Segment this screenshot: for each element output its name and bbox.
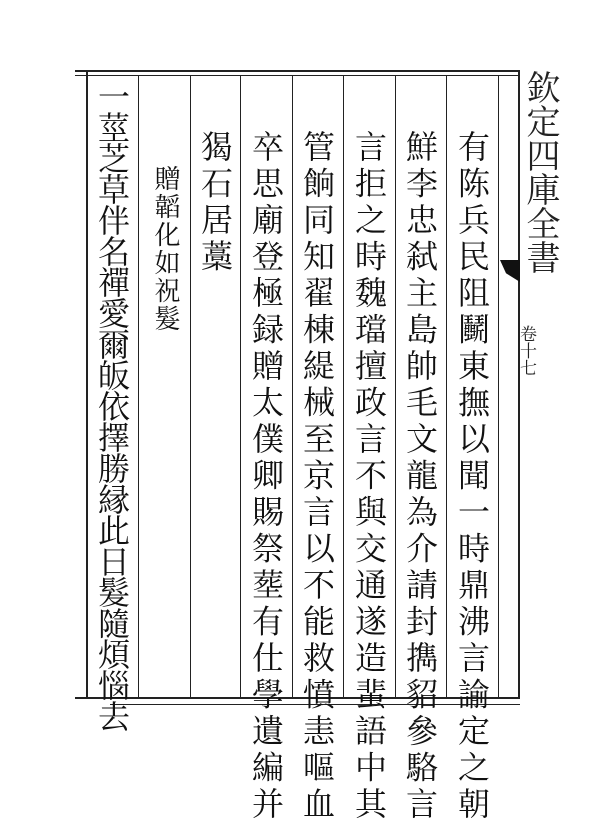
column-rule-8 <box>498 76 499 697</box>
left-border <box>86 70 88 699</box>
column-rule-1 <box>138 76 139 697</box>
text-column-1: 有陈兵民阻鬭東撫以聞一時鼎沸言諭定之朝 <box>453 130 491 824</box>
top-border-inner <box>75 75 520 76</box>
column-rule-2 <box>190 76 191 697</box>
poem-title: 贈韜化如祝髮 <box>150 165 180 333</box>
column-rule-3 <box>240 76 241 697</box>
column-rule-4 <box>292 76 293 697</box>
column-rule-6 <box>395 76 396 697</box>
text-column-8: 一莖芝草伴名禪愛爾皈依擇勝縁此日髮隨煩惱去 <box>93 80 131 731</box>
text-column-3: 言拒之時魏璫擅政言不與交通遂造蜚語中其 <box>350 130 388 824</box>
text-column-4: 管餉同知翟棟緹械至京言以不能救憤恚嘔血 <box>298 130 336 824</box>
text-column-6: 猲石居藁 <box>196 130 234 276</box>
text-column-5: 卒思廟登極録贈太僕卿賜祭塟有仕學遺編并 <box>247 130 285 824</box>
column-rule-7 <box>446 76 447 697</box>
volume-number: 卷十七 <box>516 325 536 376</box>
column-rule-5 <box>343 76 344 697</box>
fishtail-mark <box>500 260 520 282</box>
top-border <box>75 70 520 72</box>
book-title: 欽定四庫全書 <box>520 70 560 274</box>
text-column-2: 鮮李忠弑主島帥毛文龍為介請封擕貂參駱言 <box>401 130 439 824</box>
